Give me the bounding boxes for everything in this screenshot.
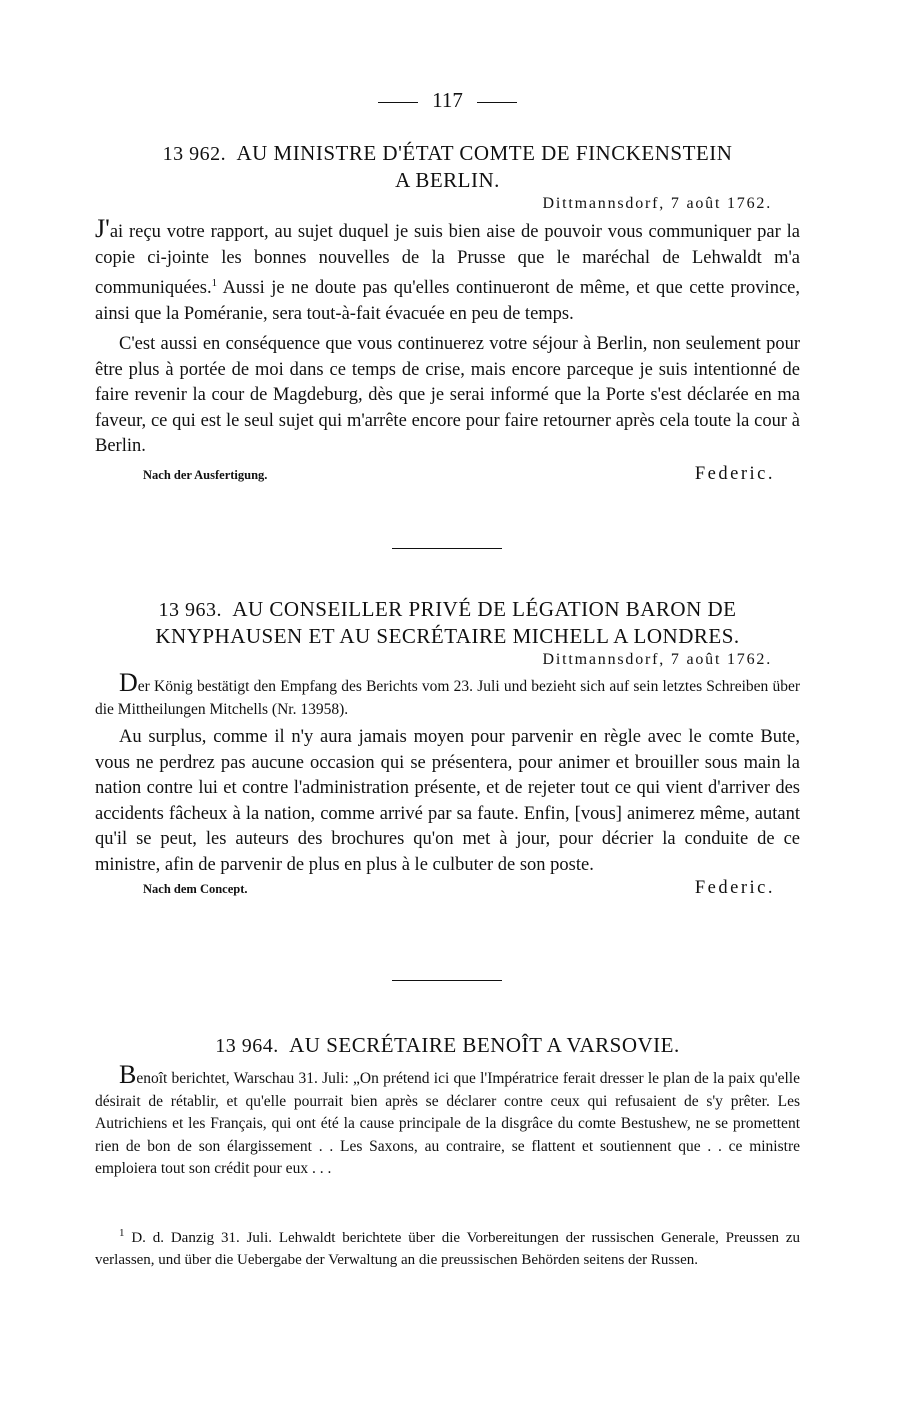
summary — [95, 1060, 800, 1181]
page-number: 117 — [432, 88, 463, 112]
summary-text: er König bestätigt den Empfang des Berichts vom 23. Juli und bezieht sich auf sein letztes Schreiben über die Mittheilungen Mitchells (Nr. 13958). — [95, 678, 800, 718]
letter-number: 13 963. — [158, 599, 222, 621]
heading-line1: AU SECRÉTAIRE BENOÎT A VARSOVIE. — [289, 1033, 680, 1057]
heading-line2: KNYPHAUSEN ET AU SECRÉTAIRE MICHELL A LONDRES. — [155, 624, 740, 648]
page-header — [95, 88, 800, 113]
header-dash-left — [378, 102, 418, 103]
signature-row — [95, 464, 800, 485]
signature: Federic. — [694, 463, 775, 484]
footnote-mark: 1 — [211, 277, 218, 289]
paragraph-text: ai reçu votre rapport, au sujet duquel je suis bien aise de pouvoir vous communiquer par la copie ci-jointe les bonnes nouvelles de la Prusse que le maréchal de Lehwaldt m'a communiquées. — [95, 222, 800, 299]
signature: Federic. — [694, 878, 775, 898]
section-divider — [392, 548, 502, 549]
source-note: Nach der Ausfertigung. — [143, 467, 268, 482]
header-dash-right — [477, 102, 517, 103]
letter-number: 13 964. — [215, 1035, 279, 1057]
section-divider — [392, 980, 502, 981]
footnote-text — [95, 1222, 800, 1271]
paragraph: Au surplus, comme il n'y aura jamais moyen pour parvenir en règle avec le comte Bute, vous ne perdrez pas aucune occasion qui se présentera, pour animer et brouiller sous main la nation contre lui et contre l'administration présente, et de rejeter tout ce qui vient d'arriver des accidents fâcheux à la nation, comme arrivé par sa faute. Enfin, [vous] animerez même, autant qu'il se peut, les auteurs des brochures qu'on met à jour, pour décrier la conduite de ce ministre, afin de parvenir de plus en plus à le culbuter de son poste. — [95, 727, 800, 875]
summary-text: enoît berichtet, Warschau 31. Juli: „On prétend ici que l'Impératrice ferait dresser le plan de la paix qu'elle désirait de rétablir, et qu'elle pourrait bien après se déclarer contre ceux qui refusaient de s'y prêter. Les Autrichiens et les Français, qui ont été la cause principale de la disgrâce du comte Bestushew, ne se promettent rien de bon de son élargissement . . Les Saxons, au contraire, se flattent et soutiennent que . . ce ministre emploiera tout son crédit pour eux . . . — [95, 1070, 800, 1177]
letter-heading — [95, 596, 800, 649]
letter-13964 — [95, 1032, 800, 1181]
letter-number: 13 962. — [162, 143, 227, 165]
heading-line1: AU CONSEILLER PRIVÉ DE LÉGATION BARON DE — [232, 597, 737, 621]
paragraph — [95, 214, 800, 327]
footnote-body: D. d. Danzig 31. Juli. Lehwaldt berichtete über die Vorbereitungen der russischen Generale, Preussen zu verlassen, und über die Uebergabe der Verwaltung an die preussischen Behörden seitens der Russen. — [95, 1230, 800, 1268]
paragraph-text-cont: Aussi je ne doute pas qu'elles continueront de même, et que cette province, ainsi que la Poméranie, sera tout-à-fait évacuée en peu de temps. — [95, 278, 800, 324]
dateline: Dittmannsdorf, 7 août 1762. — [542, 195, 772, 212]
source-note: Nach dem Concept. — [143, 882, 248, 896]
dropcap: J' — [95, 214, 110, 243]
dropcap: D — [119, 668, 138, 697]
paragraph: C'est aussi en conséquence que vous continuerez votre séjour à Berlin, non seulement pour être plus à portée de moi dans ce temps de crise, mais encore parceque je suis intentionné de faire revenir la cour de Magdeburg, dès que je serai informé que la Porte s'est déclarée en ma faveur, ce qui est le seul sujet qui m'arrête encore pour faire retourner après cela toute la cour à Berlin. — [95, 334, 800, 457]
footnote — [95, 1222, 800, 1271]
summary — [95, 668, 800, 721]
heading-line2: A BERLIN. — [395, 168, 500, 192]
letter-13962 — [95, 140, 800, 485]
letter-13963 — [95, 596, 800, 899]
footnote-mark: 1 — [119, 1227, 125, 1239]
letter-heading — [95, 1032, 800, 1059]
letter-heading — [95, 140, 800, 193]
heading-line1: AU MINISTRE D'ÉTAT COMTE DE FINCKENSTEIN — [236, 141, 733, 165]
dateline: Dittmannsdorf, 7 août 1762. — [542, 651, 772, 668]
signature-row — [95, 878, 800, 899]
dropcap: B — [119, 1060, 137, 1089]
